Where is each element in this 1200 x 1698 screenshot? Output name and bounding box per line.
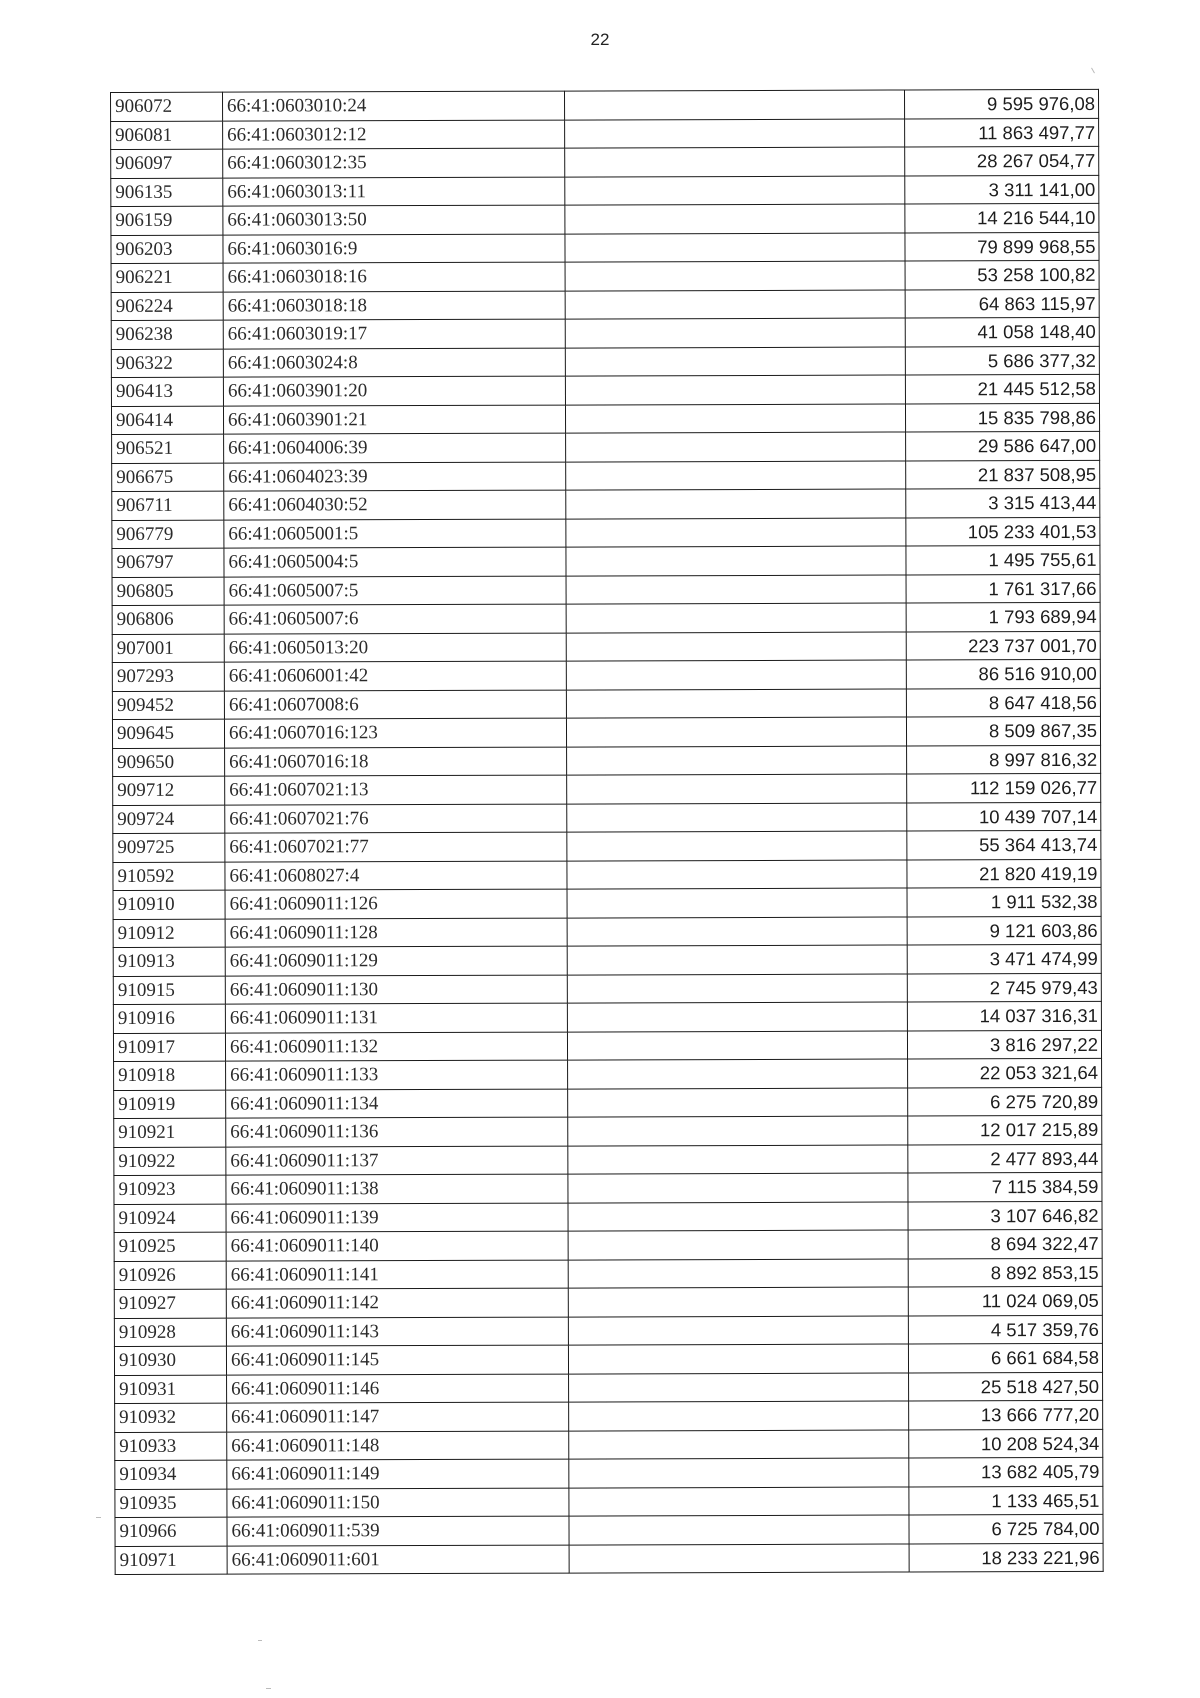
empty-cell bbox=[568, 1230, 908, 1260]
cadastral-number-cell: 66:41:0603012:35 bbox=[223, 148, 565, 178]
cadastral-number-cell: 66:41:0604030:52 bbox=[224, 490, 566, 520]
cadastral-value-cell: 5 686 377,32 bbox=[905, 346, 1099, 375]
cadastral-number-cell: 66:41:0609011:149 bbox=[227, 1459, 569, 1489]
cadastral-value-cell: 6 661 684,58 bbox=[908, 1343, 1102, 1372]
object-id-cell: 906322 bbox=[111, 349, 223, 378]
cadastral-value-cell: 10 439 707,14 bbox=[907, 802, 1101, 831]
empty-cell bbox=[565, 404, 905, 434]
cadastral-number-cell: 66:41:0603013:11 bbox=[223, 177, 565, 207]
cadastral-value-cell: 1 793 689,94 bbox=[906, 602, 1100, 631]
object-id-cell: 909724 bbox=[113, 805, 225, 834]
empty-cell bbox=[568, 1344, 908, 1374]
cadastral-value-cell: 13 666 777,20 bbox=[909, 1400, 1103, 1429]
cadastral-value-cell: 12 017 215,89 bbox=[908, 1115, 1102, 1144]
object-id-cell: 906797 bbox=[112, 548, 224, 577]
object-id-cell: 906238 bbox=[111, 320, 223, 349]
empty-cell bbox=[566, 603, 906, 633]
cadastral-number-cell: 66:41:0609011:539 bbox=[227, 1516, 569, 1546]
table-body bbox=[111, 89, 1104, 1574]
table-row bbox=[111, 146, 1099, 178]
cadastral-number-cell: 66:41:0609011:140 bbox=[226, 1231, 568, 1261]
table-row bbox=[113, 1001, 1101, 1033]
empty-cell bbox=[568, 1258, 908, 1288]
table-row bbox=[115, 1429, 1103, 1461]
object-id-cell: 909650 bbox=[113, 748, 225, 777]
table-row bbox=[111, 203, 1099, 235]
cadastral-number-cell: 66:41:0609011:132 bbox=[225, 1032, 567, 1062]
table-row bbox=[113, 802, 1101, 834]
object-id-cell: 909645 bbox=[112, 719, 224, 748]
object-id-cell: 906081 bbox=[111, 121, 223, 150]
table-row bbox=[112, 431, 1100, 463]
cadastral-number-cell: 66:41:0607021:77 bbox=[225, 832, 567, 862]
object-id-cell: 906779 bbox=[112, 520, 224, 549]
object-id-cell: 910910 bbox=[113, 890, 225, 919]
cadastral-number-cell: 66:41:0609011:133 bbox=[226, 1060, 568, 1090]
cadastral-value-cell: 1 911 532,38 bbox=[907, 887, 1101, 916]
object-id-cell: 909452 bbox=[112, 691, 224, 720]
empty-cell bbox=[565, 290, 905, 320]
cadastral-value-cell: 29 586 647,00 bbox=[906, 431, 1100, 460]
cadastral-number-cell: 66:41:0609011:148 bbox=[227, 1431, 569, 1461]
empty-cell bbox=[568, 1287, 908, 1317]
table-row bbox=[114, 1058, 1102, 1090]
empty-cell bbox=[567, 860, 907, 890]
empty-cell bbox=[569, 1372, 909, 1402]
cadastral-number-cell: 66:41:0609011:128 bbox=[225, 918, 567, 948]
cadastral-number-cell: 66:41:0609011:145 bbox=[226, 1345, 568, 1375]
empty-cell bbox=[565, 375, 905, 405]
table-row bbox=[113, 916, 1101, 948]
cadastral-value-cell: 55 364 413,74 bbox=[907, 830, 1101, 859]
cadastral-number-cell: 66:41:0609011:143 bbox=[226, 1317, 568, 1347]
table-row bbox=[114, 1172, 1102, 1204]
cadastral-value-cell: 13 682 405,79 bbox=[909, 1457, 1103, 1486]
empty-cell bbox=[567, 803, 907, 833]
empty-cell bbox=[567, 831, 907, 861]
table-row bbox=[111, 175, 1099, 207]
empty-cell bbox=[565, 233, 905, 263]
cadastral-number-cell: 66:41:0609011:129 bbox=[225, 946, 567, 976]
cadastral-number-cell: 66:41:0603901:21 bbox=[223, 405, 565, 435]
cadastral-value-cell: 1 133 465,51 bbox=[909, 1486, 1103, 1515]
cadastral-number-cell: 66:41:0605007:5 bbox=[224, 576, 566, 606]
cadastral-number-cell: 66:41:0606001:42 bbox=[224, 661, 566, 691]
object-id-cell: 910926 bbox=[114, 1261, 226, 1290]
cadastral-number-cell: 66:41:0603901:20 bbox=[223, 376, 565, 406]
empty-cell bbox=[566, 689, 906, 719]
cadastral-value-cell: 112 159 026,77 bbox=[907, 773, 1101, 802]
scan-speck bbox=[1091, 68, 1095, 74]
cadastral-value-cell: 21 445 512,58 bbox=[905, 374, 1099, 403]
empty-cell bbox=[566, 518, 906, 548]
cadastral-number-cell: 66:41:0609011:134 bbox=[226, 1089, 568, 1119]
object-id-cell: 910923 bbox=[114, 1175, 226, 1204]
table-row bbox=[114, 1144, 1102, 1176]
empty-cell bbox=[565, 318, 905, 348]
empty-cell bbox=[567, 973, 907, 1003]
empty-cell bbox=[566, 432, 906, 462]
cadastral-number-cell: 66:41:0609011:138 bbox=[226, 1174, 568, 1204]
empty-cell bbox=[569, 1486, 909, 1516]
empty-cell bbox=[568, 1059, 908, 1089]
cadastral-value-cell: 4 517 359,76 bbox=[908, 1315, 1102, 1344]
page-number: 22 bbox=[590, 30, 610, 49]
scan-speck bbox=[96, 1517, 101, 1518]
object-id-cell: 907001 bbox=[112, 634, 224, 663]
empty-cell bbox=[567, 746, 907, 776]
empty-cell bbox=[569, 1543, 909, 1573]
table-row bbox=[113, 745, 1101, 777]
empty-cell bbox=[569, 1458, 909, 1488]
cadastral-value-cell: 15 835 798,86 bbox=[905, 403, 1099, 432]
cadastral-number-cell: 66:41:0609011:601 bbox=[227, 1545, 569, 1575]
object-id-cell: 906413 bbox=[111, 377, 223, 406]
cadastral-number-cell: 66:41:0605001:5 bbox=[224, 519, 566, 549]
empty-cell bbox=[566, 546, 906, 576]
object-id-cell: 906805 bbox=[112, 577, 224, 606]
cadastral-number-cell: 66:41:0609011:136 bbox=[226, 1117, 568, 1147]
table-row bbox=[111, 89, 1099, 121]
cadastral-number-cell: 66:41:0605004:5 bbox=[224, 547, 566, 577]
empty-cell bbox=[566, 489, 906, 519]
empty-cell bbox=[565, 204, 905, 234]
cadastral-value-cell: 1 495 755,61 bbox=[906, 545, 1100, 574]
cadastral-number-cell: 66:41:0609011:130 bbox=[225, 975, 567, 1005]
table-row bbox=[112, 460, 1100, 492]
table-row bbox=[113, 1030, 1101, 1062]
cadastral-value-cell: 3 311 141,00 bbox=[905, 175, 1099, 204]
object-id-cell: 910930 bbox=[114, 1346, 226, 1375]
table-row bbox=[113, 773, 1101, 805]
table-row bbox=[111, 260, 1099, 292]
table-row bbox=[115, 1400, 1103, 1432]
table-row bbox=[113, 859, 1101, 891]
object-id-cell: 906521 bbox=[112, 434, 224, 463]
object-id-cell: 910592 bbox=[113, 862, 225, 891]
table-row bbox=[114, 1087, 1102, 1119]
scan-speck bbox=[266, 1688, 271, 1689]
cadastral-value-cell: 64 863 115,97 bbox=[905, 289, 1099, 318]
cadastral-number-cell: 66:41:0607008:6 bbox=[224, 690, 566, 720]
cadastral-number-cell: 66:41:0604023:39 bbox=[224, 462, 566, 492]
table-row bbox=[114, 1315, 1102, 1347]
cadastral-value-cell: 11 024 069,05 bbox=[908, 1286, 1102, 1315]
cadastral-number-cell: 66:41:0604006:39 bbox=[224, 433, 566, 463]
cadastral-number-cell: 66:41:0605007:6 bbox=[224, 604, 566, 634]
table-row bbox=[111, 232, 1099, 264]
object-id-cell: 910921 bbox=[114, 1118, 226, 1147]
object-id-cell: 910931 bbox=[115, 1375, 227, 1404]
cadastral-value-cell: 2 477 893,44 bbox=[908, 1144, 1102, 1173]
object-id-cell: 910928 bbox=[114, 1318, 226, 1347]
table-row bbox=[114, 1229, 1102, 1261]
table-row bbox=[115, 1514, 1103, 1546]
cadastral-value-cell: 105 233 401,53 bbox=[906, 517, 1100, 546]
table-row bbox=[114, 1286, 1102, 1318]
object-id-cell: 906097 bbox=[111, 149, 223, 178]
object-id-cell: 906806 bbox=[112, 605, 224, 634]
object-id-cell: 910913 bbox=[113, 947, 225, 976]
object-id-cell: 906224 bbox=[111, 292, 223, 321]
table-row bbox=[111, 118, 1099, 150]
object-id-cell: 910933 bbox=[115, 1432, 227, 1461]
cadastral-value-cell: 9 595 976,08 bbox=[904, 89, 1098, 118]
scan-speck bbox=[258, 1640, 262, 1641]
table-row bbox=[112, 688, 1100, 720]
cadastral-value-cell: 6 725 784,00 bbox=[909, 1514, 1103, 1543]
object-id-cell: 906159 bbox=[111, 206, 223, 235]
table-row bbox=[113, 973, 1101, 1005]
cadastral-value-cell: 79 899 968,55 bbox=[905, 232, 1099, 261]
object-id-cell: 910932 bbox=[115, 1403, 227, 1432]
cadastral-value-cell: 25 518 427,50 bbox=[909, 1372, 1103, 1401]
object-id-cell: 910922 bbox=[114, 1147, 226, 1176]
cadastral-value-cell: 3 107 646,82 bbox=[908, 1201, 1102, 1230]
empty-cell bbox=[565, 119, 905, 149]
table-row bbox=[111, 374, 1099, 406]
cadastral-value-cell: 53 258 100,82 bbox=[905, 260, 1099, 289]
empty-cell bbox=[566, 632, 906, 662]
cadastral-value-cell: 8 647 418,56 bbox=[906, 688, 1100, 717]
cadastral-number-cell: 66:41:0603016:9 bbox=[223, 234, 565, 264]
cadastral-value-cell: 6 275 720,89 bbox=[908, 1087, 1102, 1116]
empty-cell bbox=[565, 147, 905, 177]
cadastral-number-cell: 66:41:0609011:141 bbox=[226, 1260, 568, 1290]
cadastral-number-cell: 66:41:0607016:18 bbox=[225, 747, 567, 777]
table-row bbox=[112, 545, 1100, 577]
cadastral-value-cell: 21 837 508,95 bbox=[906, 460, 1100, 489]
cadastral-value-cell: 22 053 321,64 bbox=[908, 1058, 1102, 1087]
object-id-cell: 906414 bbox=[111, 406, 223, 435]
object-id-cell: 906135 bbox=[111, 178, 223, 207]
cadastral-value-cell: 14 037 316,31 bbox=[907, 1001, 1101, 1030]
cadastral-number-cell: 66:41:0609011:146 bbox=[227, 1374, 569, 1404]
table-row bbox=[113, 944, 1101, 976]
object-id-cell: 910919 bbox=[114, 1090, 226, 1119]
cadastral-number-cell: 66:41:0609011:139 bbox=[226, 1203, 568, 1233]
object-id-cell: 910966 bbox=[115, 1517, 227, 1546]
empty-cell bbox=[566, 461, 906, 491]
object-id-cell: 906072 bbox=[111, 92, 223, 121]
empty-cell bbox=[565, 347, 905, 377]
empty-cell bbox=[568, 1144, 908, 1174]
cadastral-number-cell: 66:41:0603018:16 bbox=[223, 262, 565, 292]
empty-cell bbox=[568, 1087, 908, 1117]
cadastral-value-cell: 1 761 317,66 bbox=[906, 574, 1100, 603]
object-id-cell: 910927 bbox=[114, 1289, 226, 1318]
cadastral-number-cell: 66:41:0605013:20 bbox=[224, 633, 566, 663]
cadastral-value-table bbox=[110, 89, 1104, 1575]
cadastral-value-cell: 223 737 001,70 bbox=[906, 631, 1100, 660]
object-id-cell: 910971 bbox=[115, 1546, 227, 1575]
object-id-cell: 906675 bbox=[112, 463, 224, 492]
cadastral-number-cell: 66:41:0609011:131 bbox=[225, 1003, 567, 1033]
object-id-cell: 906221 bbox=[111, 263, 223, 292]
cadastral-value-cell: 3 315 413,44 bbox=[906, 488, 1100, 517]
cadastral-number-cell: 66:41:0603024:8 bbox=[223, 348, 565, 378]
table-row bbox=[112, 602, 1100, 634]
cadastral-number-cell: 66:41:0608027:4 bbox=[225, 861, 567, 891]
cadastral-value-cell: 9 121 603,86 bbox=[907, 916, 1101, 945]
cadastral-value-table-wrap bbox=[110, 89, 1104, 1575]
table-row bbox=[111, 346, 1099, 378]
empty-cell bbox=[568, 1201, 908, 1231]
cadastral-value-cell: 86 516 910,00 bbox=[906, 659, 1100, 688]
cadastral-number-cell: 66:41:0603019:17 bbox=[223, 319, 565, 349]
object-id-cell: 910934 bbox=[115, 1460, 227, 1489]
empty-cell bbox=[564, 90, 904, 120]
table-row bbox=[111, 403, 1099, 435]
cadastral-value-cell: 14 216 544,10 bbox=[905, 203, 1099, 232]
table-row bbox=[115, 1372, 1103, 1404]
object-id-cell: 906203 bbox=[111, 235, 223, 264]
table-row bbox=[113, 887, 1101, 919]
empty-cell bbox=[566, 717, 906, 747]
cadastral-value-cell: 10 208 524,34 bbox=[909, 1429, 1103, 1458]
cadastral-number-cell: 66:41:0607021:76 bbox=[225, 804, 567, 834]
cadastral-number-cell: 66:41:0609011:150 bbox=[227, 1488, 569, 1518]
object-id-cell: 907293 bbox=[112, 662, 224, 691]
cadastral-value-cell: 2 745 979,43 bbox=[907, 973, 1101, 1002]
cadastral-value-cell: 3 471 474,99 bbox=[907, 944, 1101, 973]
table-row bbox=[111, 317, 1099, 349]
object-id-cell: 910925 bbox=[114, 1232, 226, 1261]
cadastral-number-cell: 66:41:0603010:24 bbox=[223, 91, 565, 121]
cadastral-number-cell: 66:41:0609011:147 bbox=[227, 1402, 569, 1432]
empty-cell bbox=[566, 660, 906, 690]
table-row bbox=[114, 1343, 1102, 1375]
empty-cell bbox=[565, 261, 905, 291]
table-row bbox=[113, 830, 1101, 862]
cadastral-value-cell: 3 816 297,22 bbox=[907, 1030, 1101, 1059]
cadastral-number-cell: 66:41:0603012:12 bbox=[223, 120, 565, 150]
empty-cell bbox=[569, 1401, 909, 1431]
empty-cell bbox=[567, 1002, 907, 1032]
empty-cell bbox=[567, 916, 907, 946]
table-row bbox=[114, 1258, 1102, 1290]
cadastral-value-cell: 18 233 221,96 bbox=[909, 1543, 1103, 1572]
empty-cell bbox=[567, 945, 907, 975]
table-row bbox=[112, 488, 1100, 520]
empty-cell bbox=[567, 774, 907, 804]
object-id-cell: 910935 bbox=[115, 1489, 227, 1518]
cadastral-number-cell: 66:41:0607021:13 bbox=[225, 775, 567, 805]
empty-cell bbox=[568, 1173, 908, 1203]
table-row bbox=[115, 1543, 1103, 1575]
cadastral-value-cell: 11 863 497,77 bbox=[905, 118, 1099, 147]
cadastral-number-cell: 66:41:0609011:126 bbox=[225, 889, 567, 919]
table-row bbox=[112, 517, 1100, 549]
table-row bbox=[114, 1115, 1102, 1147]
cadastral-value-cell: 8 892 853,15 bbox=[908, 1258, 1102, 1287]
empty-cell bbox=[569, 1515, 909, 1545]
empty-cell bbox=[568, 1116, 908, 1146]
table-row bbox=[112, 631, 1100, 663]
cadastral-value-cell: 8 694 322,47 bbox=[908, 1229, 1102, 1258]
cadastral-value-cell: 21 820 419,19 bbox=[907, 859, 1101, 888]
object-id-cell: 910915 bbox=[113, 976, 225, 1005]
table-row bbox=[112, 716, 1100, 748]
table-row bbox=[112, 659, 1100, 691]
empty-cell bbox=[566, 575, 906, 605]
table-row bbox=[114, 1201, 1102, 1233]
cadastral-value-cell: 7 115 384,59 bbox=[908, 1172, 1102, 1201]
empty-cell bbox=[568, 1315, 908, 1345]
empty-cell bbox=[569, 1429, 909, 1459]
cadastral-number-cell: 66:41:0603013:50 bbox=[223, 205, 565, 235]
object-id-cell: 909712 bbox=[113, 776, 225, 805]
cadastral-number-cell: 66:41:0609011:137 bbox=[226, 1146, 568, 1176]
cadastral-value-cell: 8 509 867,35 bbox=[906, 716, 1100, 745]
cadastral-value-cell: 8 997 816,32 bbox=[907, 745, 1101, 774]
cadastral-number-cell: 66:41:0609011:142 bbox=[226, 1288, 568, 1318]
table-row bbox=[115, 1457, 1103, 1489]
table-row bbox=[112, 574, 1100, 606]
object-id-cell: 910916 bbox=[113, 1004, 225, 1033]
cadastral-number-cell: 66:41:0607016:123 bbox=[224, 718, 566, 748]
table-row bbox=[111, 289, 1099, 321]
object-id-cell: 910924 bbox=[114, 1204, 226, 1233]
cadastral-value-cell: 41 058 148,40 bbox=[905, 317, 1099, 346]
object-id-cell: 906711 bbox=[112, 491, 224, 520]
cadastral-number-cell: 66:41:0603018:18 bbox=[223, 291, 565, 321]
object-id-cell: 910917 bbox=[113, 1033, 225, 1062]
object-id-cell: 910918 bbox=[114, 1061, 226, 1090]
object-id-cell: 910912 bbox=[113, 919, 225, 948]
table-row bbox=[115, 1486, 1103, 1518]
cadastral-value-cell: 28 267 054,77 bbox=[905, 146, 1099, 175]
object-id-cell: 909725 bbox=[113, 833, 225, 862]
empty-cell bbox=[567, 1030, 907, 1060]
empty-cell bbox=[565, 176, 905, 206]
empty-cell bbox=[567, 888, 907, 918]
